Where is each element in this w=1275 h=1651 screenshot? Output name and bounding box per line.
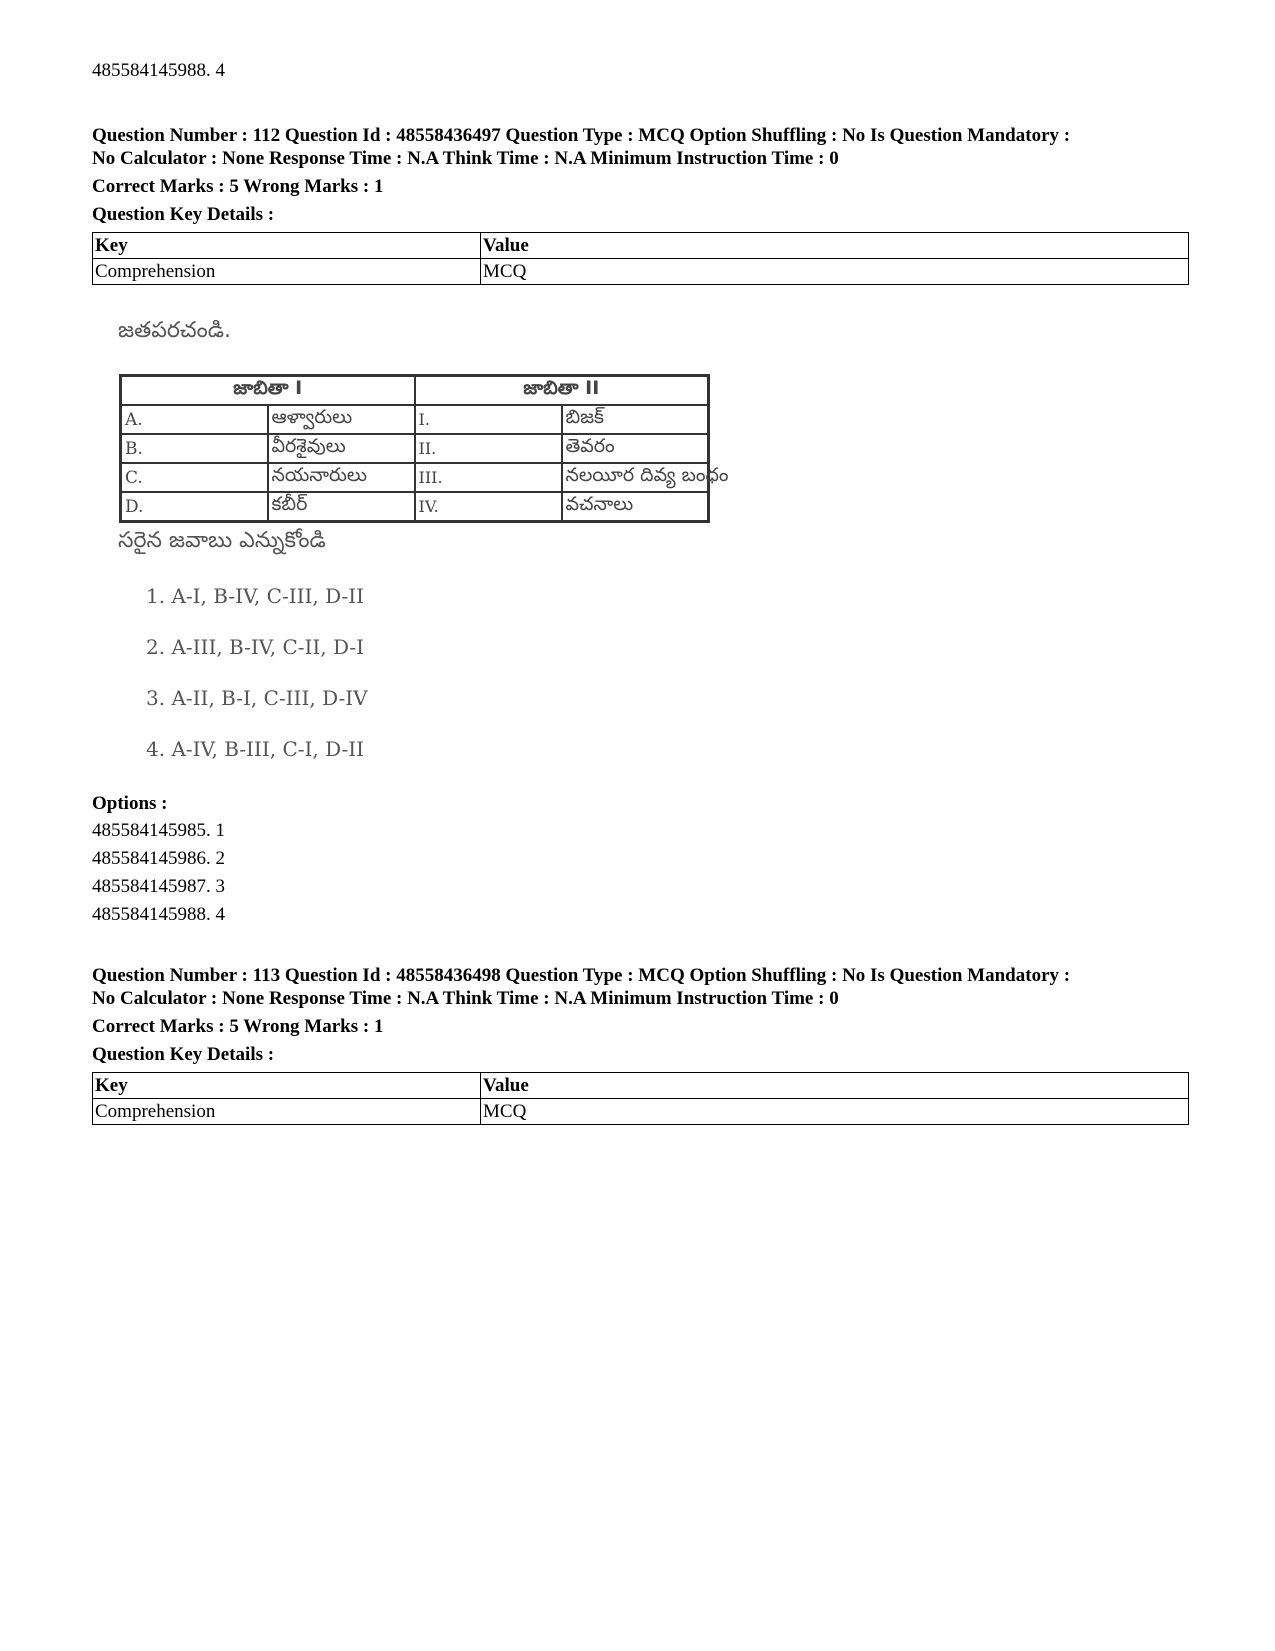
- list2-label: III.: [415, 463, 562, 492]
- q113-key-details-label: Question Key Details :: [92, 1044, 275, 1065]
- table-row: [121, 405, 709, 434]
- q113-meta-line2: No Calculator : None Response Time : N.A Think Time : N.A Minimum Instruction Time : 0: [92, 988, 839, 1009]
- question-instruction: జతపరచండి.: [118, 318, 232, 343]
- list2-value: బిజక్: [562, 405, 709, 434]
- question-image: [112, 318, 729, 798]
- list2-value: నలయీర దివ్య బంధం: [562, 463, 709, 492]
- q112-key-table: [92, 232, 1189, 285]
- list1-label: D.: [121, 492, 268, 522]
- q112-marks: Correct Marks : 5 Wrong Marks : 1: [92, 176, 384, 197]
- list1-value: నయనారులు: [268, 463, 415, 492]
- list1-label: B.: [121, 434, 268, 463]
- key-header-cell: Key: [93, 1073, 481, 1099]
- table-header-row: [121, 376, 709, 406]
- table-row: [93, 1073, 1189, 1099]
- table-row: [121, 463, 709, 492]
- value-header-cell: Value: [481, 1073, 1189, 1099]
- list2-header: జాబితా II: [415, 376, 709, 406]
- value-cell: MCQ: [481, 1099, 1189, 1125]
- list2-value: తెవరం: [562, 434, 709, 463]
- list2-label: II.: [415, 434, 562, 463]
- question-prompt: సరైన జవాబు ఎన్నుకోండి: [118, 528, 326, 553]
- list1-label: A.: [121, 405, 268, 434]
- q113-key-table: [92, 1072, 1189, 1125]
- option-item: 485584145985. 1: [92, 820, 225, 841]
- list1-label: C.: [121, 463, 268, 492]
- q112-meta-line2: No Calculator : None Response Time : N.A Think Time : N.A Minimum Instruction Time : 0: [92, 148, 839, 169]
- answer-choice: 1. A-I, B-IV, C-III, D-II: [146, 584, 365, 608]
- list2-label: IV.: [415, 492, 562, 522]
- match-table: [119, 374, 729, 523]
- q113-meta-line1: Question Number : 113 Question Id : 48558436498 Question Type : MCQ Option Shuffling : No Is Question Mandatory :: [92, 965, 1071, 986]
- answer-choice: 4. A-IV, B-III, C-I, D-II: [146, 737, 365, 761]
- previous-option-item: 485584145988. 4: [92, 60, 225, 81]
- q112-key-details-label: Question Key Details :: [92, 204, 275, 225]
- option-item: 485584145987. 3: [92, 876, 225, 897]
- list1-value: కబీర్: [268, 492, 415, 522]
- q112-options-label: Options :: [92, 793, 168, 814]
- answer-choice: 3. A-II, B-I, C-III, D-IV: [146, 686, 368, 710]
- list1-value: ఆళ్వారులు: [268, 405, 415, 434]
- list1-header: జాబితా I: [121, 376, 415, 406]
- table-row: [93, 233, 1189, 259]
- list1-value: వీరశైవులు: [268, 434, 415, 463]
- value-header-cell: Value: [481, 233, 1189, 259]
- key-header-cell: Key: [93, 233, 481, 259]
- key-cell: Comprehension: [93, 1099, 481, 1125]
- option-item: 485584145986. 2: [92, 848, 225, 869]
- value-cell: MCQ: [481, 259, 1189, 285]
- list2-label: I.: [415, 405, 562, 434]
- answer-choice: 2. A-III, B-IV, C-II, D-I: [146, 635, 365, 659]
- table-row: [93, 1099, 1189, 1125]
- list2-value: వచనాలు: [562, 492, 709, 522]
- table-row: [93, 259, 1189, 285]
- q112-meta-line1: Question Number : 112 Question Id : 48558436497 Question Type : MCQ Option Shuffling : No Is Question Mandatory :: [92, 125, 1071, 146]
- option-item: 485584145988. 4: [92, 904, 225, 925]
- q113-marks: Correct Marks : 5 Wrong Marks : 1: [92, 1016, 384, 1037]
- table-row: [121, 434, 709, 463]
- table-row: [121, 492, 709, 522]
- key-cell: Comprehension: [93, 259, 481, 285]
